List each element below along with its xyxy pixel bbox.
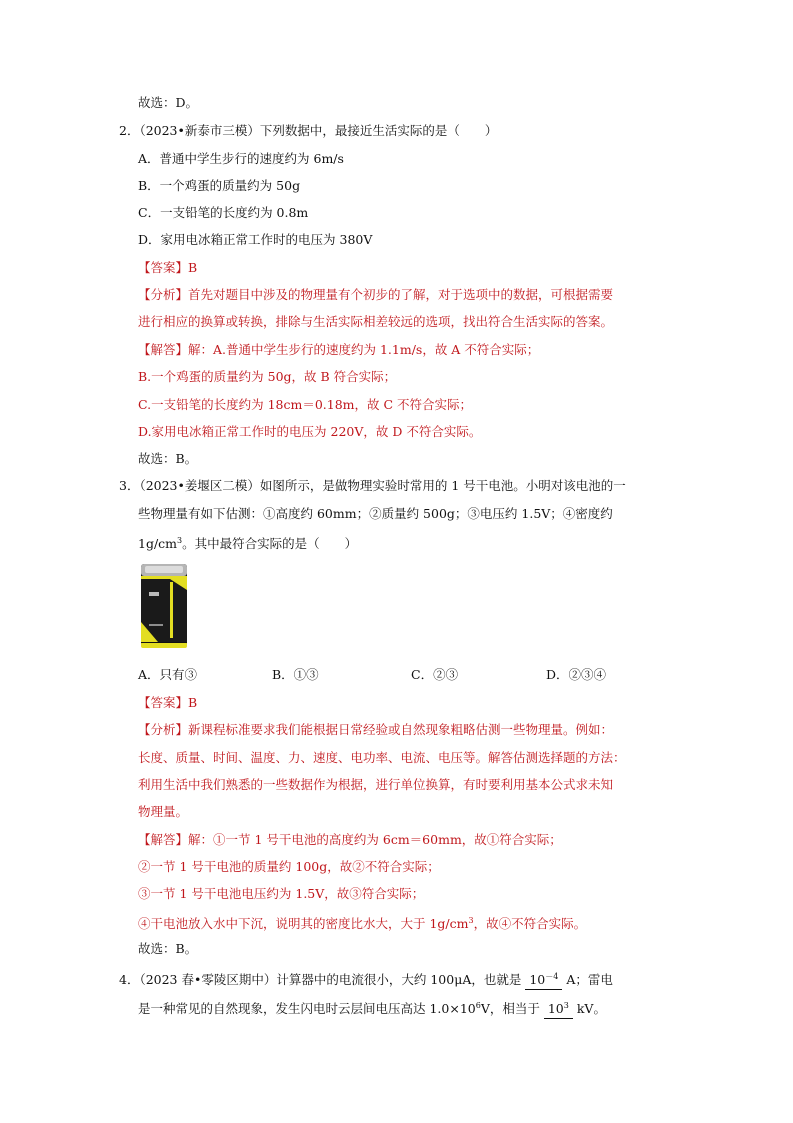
q2-option-c: C．一支铅笔的长度约为 0.8m	[138, 205, 309, 220]
q3-option-c: C．②③	[411, 667, 459, 682]
q2-solution-line: C.一支铅笔的长度约为 18cm＝0.18m，故 C 不符合实际；	[138, 397, 473, 412]
q4-line1	[119, 968, 613, 990]
q4-text: 是一种常见的自然现象，发生闪电时云层间电压高达 1.0×10	[138, 1001, 476, 1017]
q3-stem-line: 3．（2023•姜堰区二模）如图所示，是做物理实验时常用的 1 号干电池。小明对该电池的一	[119, 478, 626, 493]
q4-blank-2	[544, 997, 573, 1019]
q2-option-d: D．家用电冰箱正常工作时的电压为 380V	[138, 232, 373, 247]
battery-image	[140, 562, 188, 650]
q3-option-b: B．①③	[272, 667, 319, 682]
q2-choose: 故选：B。	[138, 451, 198, 466]
q2-stem: 2．（2023•新泰市三模）下列数据中，最接近生活实际的是（ ）	[119, 123, 498, 138]
q4-line2	[138, 997, 606, 1019]
q2-solution-line: 【解答】解：A.普通中学生步行的速度约为 1.1m/s，故 A 不符合实际；	[138, 342, 540, 357]
q3-solution-density-exponent: 3	[468, 916, 474, 925]
q4-text: V，相当于	[480, 1001, 540, 1017]
q3-analysis-line: 利用生活中我们熟悉的一些数据作为根据，进行单位换算，有时要利用基本公式求未知	[138, 777, 614, 792]
q3-stem-line	[138, 532, 357, 553]
q4-voltage-exponent: 6	[475, 1001, 481, 1010]
q3-solution-line: ③一节 1 号干电池电压约为 1.5V，故③符合实际；	[138, 886, 425, 901]
q4-blank-1-exponent: －4	[545, 972, 559, 981]
q3-density-text: 1g/cm	[138, 536, 178, 552]
q2-option-b: B．一个鸡蛋的质量约为 50g	[138, 178, 301, 193]
q2-solution-line: B.一个鸡蛋的质量约为 50g，故 B 符合实际；	[138, 369, 397, 384]
q4-text-unit: A；雷电	[566, 972, 613, 988]
q3-option-a: A．只有③	[138, 667, 198, 682]
q2-option-a: A．普通中学生步行的速度约为 6m/s	[138, 151, 344, 166]
q4-blank-2-exponent: 3	[563, 1001, 569, 1010]
q3-answer: 【答案】B	[138, 695, 198, 710]
q3-analysis-line: 物理量。	[138, 804, 189, 819]
q3-choose: 故选：B。	[138, 941, 198, 956]
q3-option-d: D．②③④	[546, 667, 607, 682]
q1-choose: 故选：D。	[138, 95, 199, 110]
q3-solution-line	[138, 912, 586, 933]
q3-solution-line: 【解答】解：①一节 1 号干电池的高度约为 6cm＝60mm，故①符合实际；	[138, 832, 562, 847]
q3-solution-line: ②一节 1 号干电池的质量约 100g，故②不符合实际；	[138, 859, 440, 874]
q4-blank-1-base: 10	[529, 972, 546, 988]
q3-analysis-line: 长度、质量、时间、温度、力、速度、电功率、电流、电压等。解答估测选择题的方法：	[138, 750, 626, 765]
q3-question-text: 。其中最符合实际的是（ ）	[182, 536, 358, 552]
q2-analysis-line: 【分析】首先对题目中涉及的物理量有个初步的了解，对于选项中的数据，可根据需要	[138, 287, 614, 302]
q4-text: 4．（2023 春•零陵区期中）计算器中的电流很小，大约 100μA，也就是	[119, 972, 522, 988]
q4-blank-1	[525, 968, 562, 990]
q4-text-unit: kV。	[576, 1001, 606, 1017]
q2-answer: 【答案】B	[138, 260, 198, 275]
q2-analysis-line: 进行相应的换算或转换，排除与生活实际相差较远的选项，找出符合生活实际的答案。	[138, 314, 614, 329]
q4-blank-2-base: 10	[547, 1001, 564, 1017]
q2-solution-line: D.家用电冰箱正常工作时的电压为 220V，故 D 不符合实际。	[138, 424, 482, 439]
q3-analysis-line: 【分析】新课程标准要求我们能根据日常经验或自然现象粗略估测一些物理量。例如：	[138, 722, 614, 737]
q3-density-exponent: 3	[177, 536, 183, 545]
q3-solution-density-text: ④干电池放入水中下沉，说明其的密度比水大，大于 1g/cm	[138, 916, 469, 932]
q3-stem-line: 些物理量有如下估测：①高度约 60mm；②质量约 500g；③电压约 1.5V；④密度约	[138, 506, 613, 521]
q3-solution-conclusion: ，故④不符合实际。	[473, 916, 587, 932]
